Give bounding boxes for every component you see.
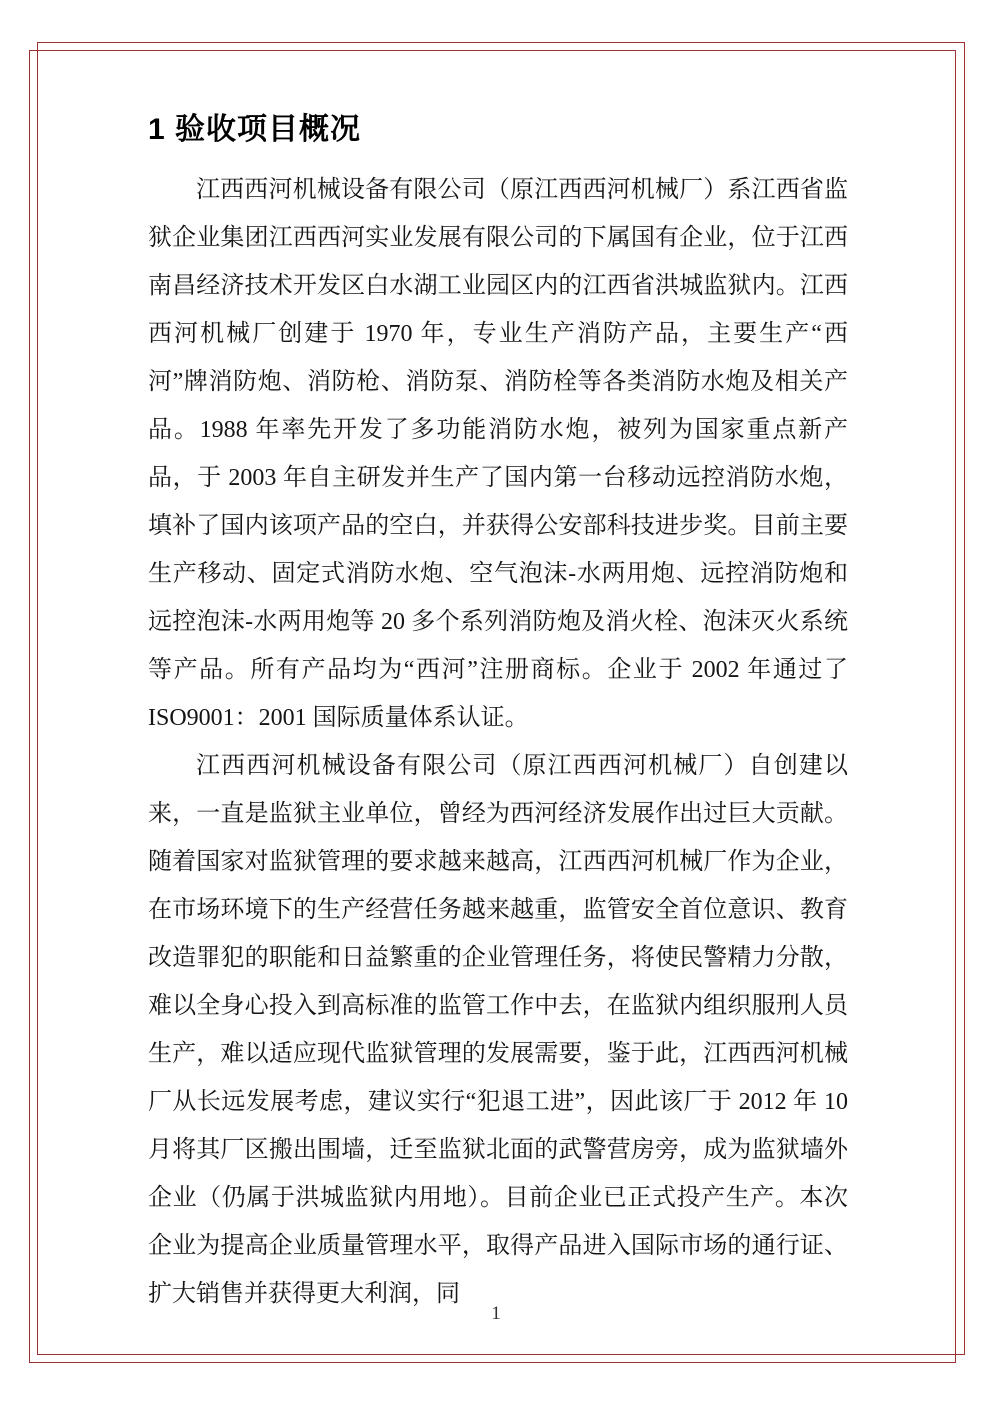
paragraph-2: 江西西河机械设备有限公司（原江西西河机械厂）自创建以来，一直是监狱主业单位，曾经为西河经济发展作出过巨大贡献。随着国家对监狱管理的要求越来越高，江西西河机械厂作为企业，在市场环境下的生产经营任务越来越重，监管安全首位意识、教育改造罪犯的职能和日益繁重的企业管理任务，将使民警精力分散，难以全身心投入到高标准的监管工作中去，在监狱内组织服刑人员生产，难以适应现代监狱管理的发展需要，鉴于此，江西西河机械厂从长远发展考虑，建议实行“犯退工进”，因此该厂于 2012 年 10 月将其厂区搬出围墙，迁至监狱北面的武警营房旁，成为监狱墙外企业（仍属于洪城监狱内用地）。目前企业已正式投产生产。本次企业为提高企业质量管理水平，取得产品进入国际市场的通行证、扩大销售并获得更大利润，同 [148, 753, 848, 1307]
page-number: 1 [491, 1303, 501, 1324]
document-body [148, 104, 848, 1318]
section-heading: 1 验收项目概况 [148, 113, 362, 146]
paragraph-1: 江西西河机械设备有限公司（原江西西河机械厂）系江西省监狱企业集团江西西河实业发展有限公司的下属国有企业，位于江西南昌经济技术开发区白水湖工业园区内的江西省洪城监狱内。江西西河机械厂创建于 1970 年，专业生产消防产品，主要生产“西河”牌消防炮、消防枪、消防泵、消防栓等各类消防水炮及相关产品。1988 年率先开发了多功能消防水炮，被列为国家重点新产品，于 2003 年自主研发并生产了国内第一台移动远控消防水炮，填补了国内该项产品的空白，并获得公安部科技进步奖。目前主要生产移动、固定式消防水炮、空气泡沫-水两用炮、远控消防炮和远控泡沫-水两用炮等 20 多个系列消防炮及消火栓、泡沫灭火系统等产品。所有产品均为“西河”注册商标。企业于 2002 年通过了 ISO9001：2001 国际质量体系认证。 [148, 177, 848, 731]
